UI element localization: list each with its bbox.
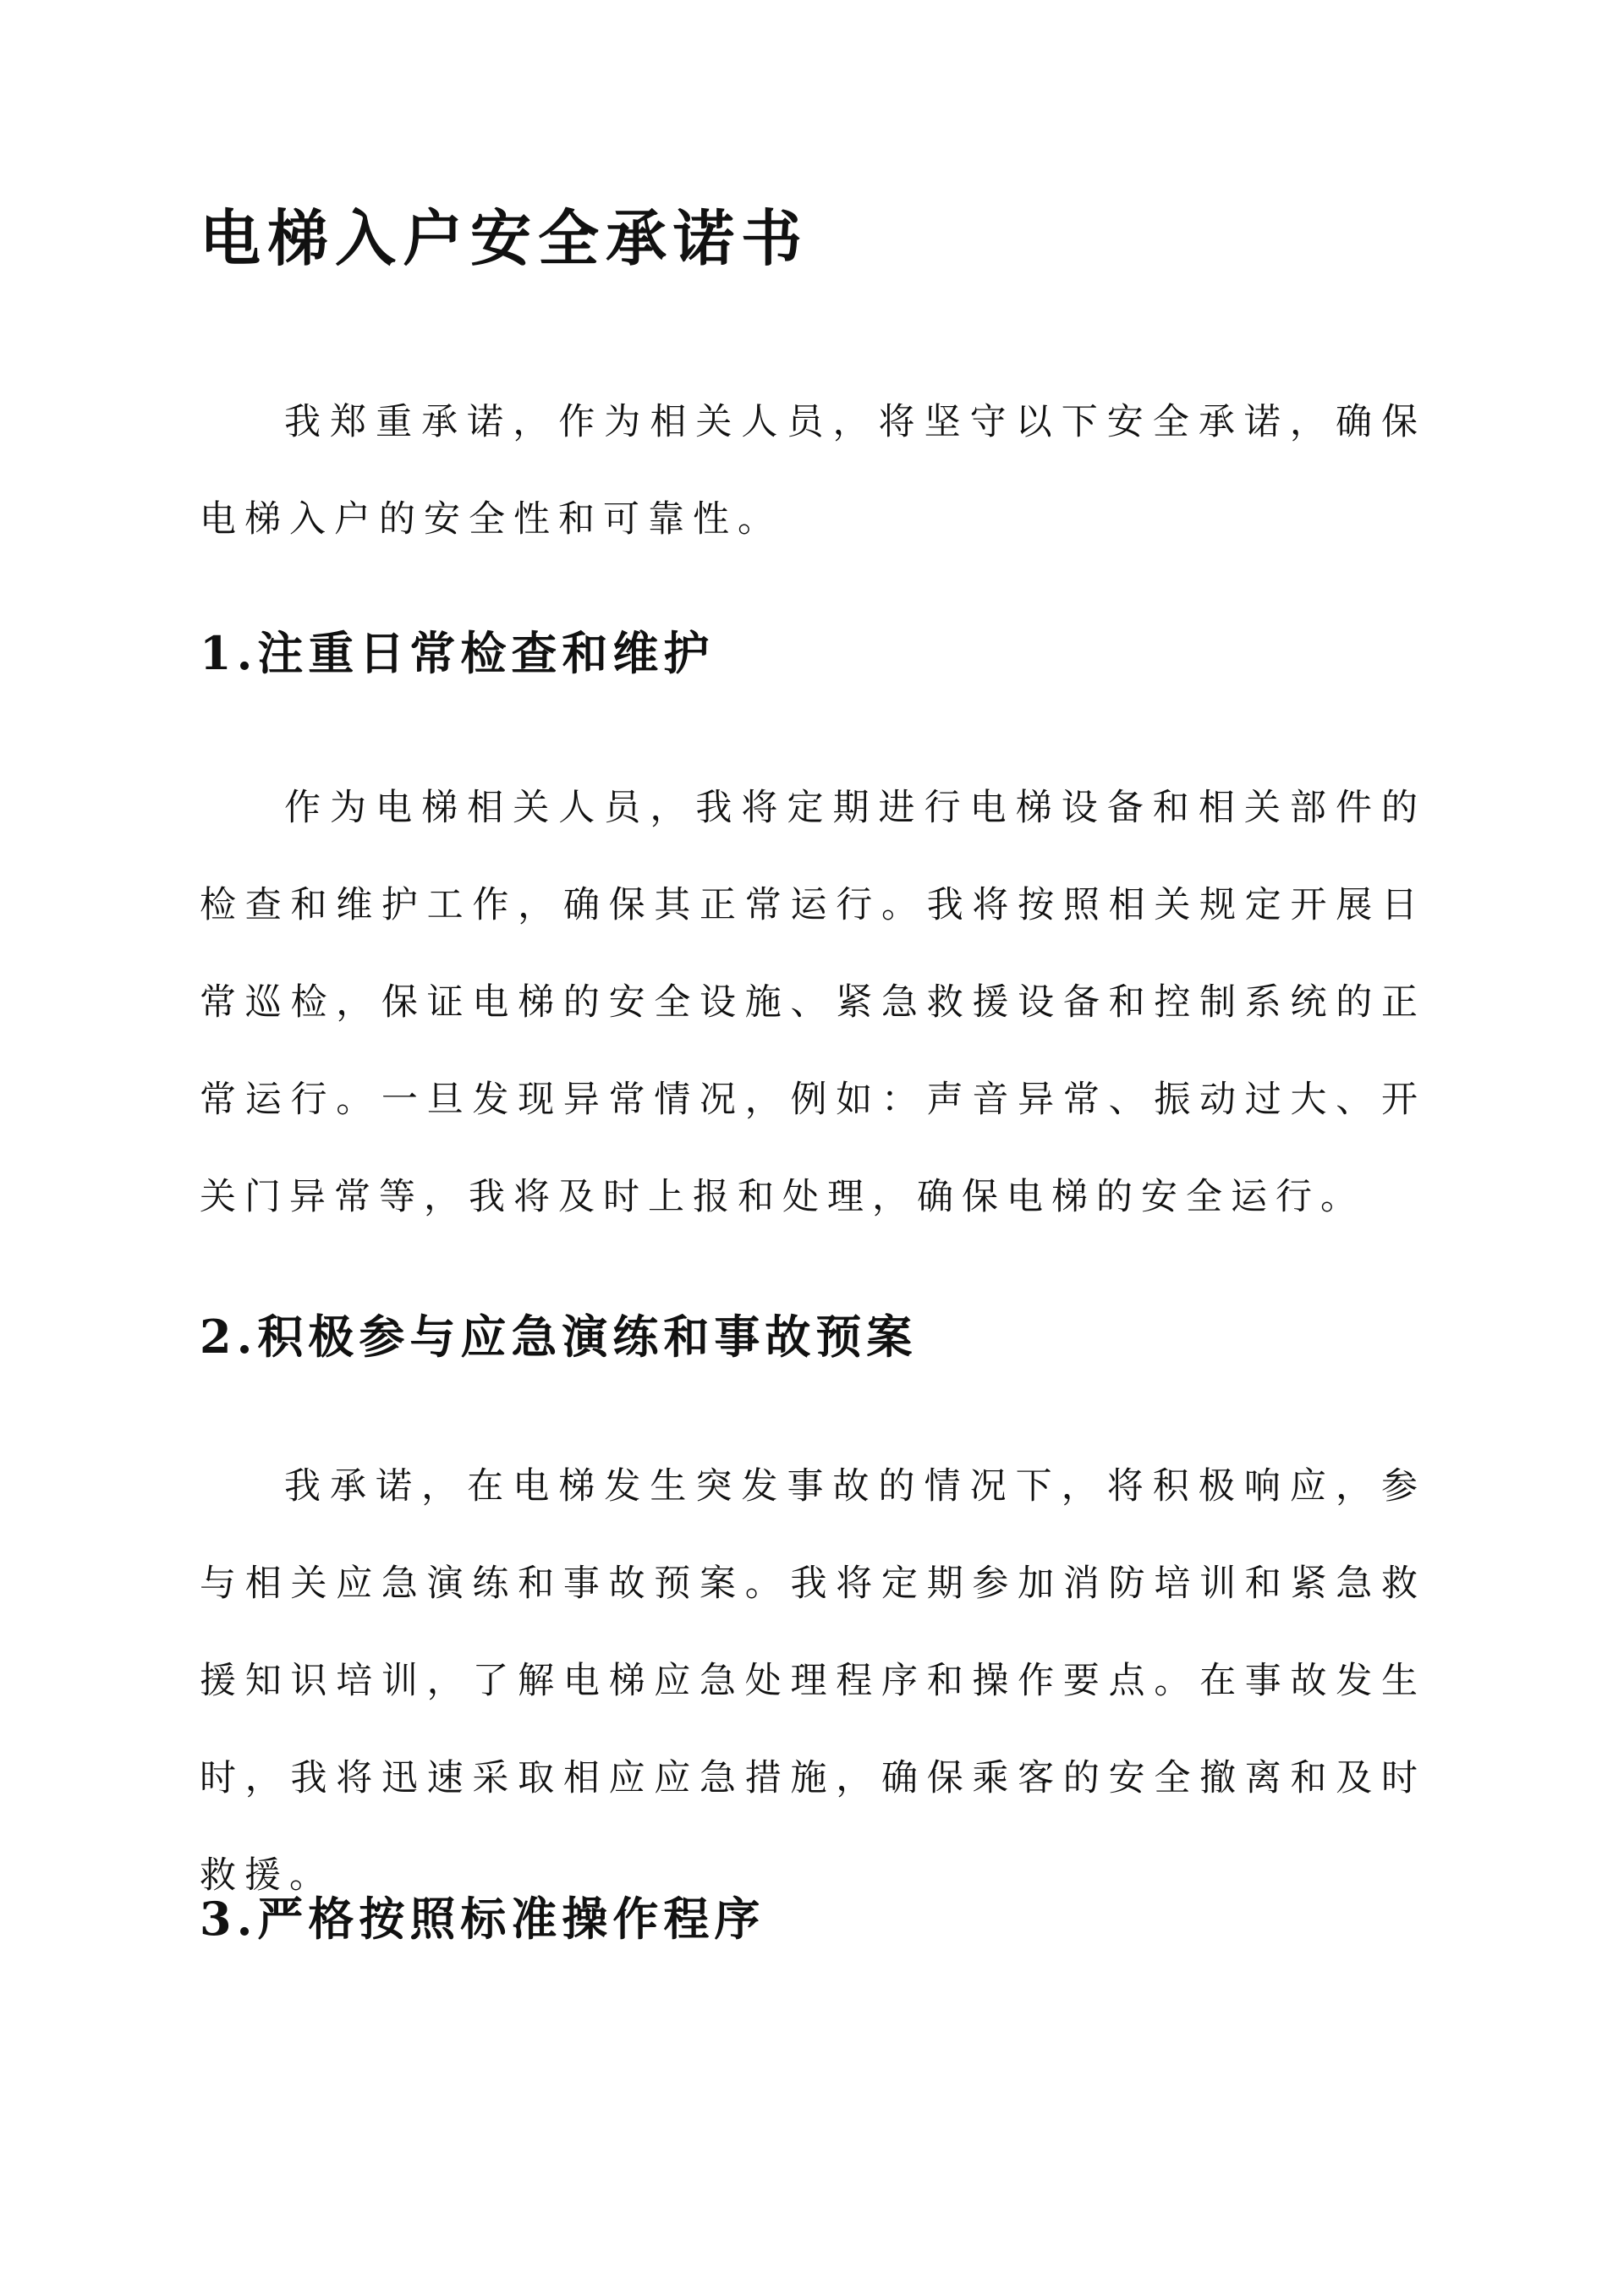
intro-paragraph: 我郑重承诺，作为相关人员，将坚守以下安全承诺，确保电梯入户的安全性和可靠性。 [200, 401, 1426, 541]
document-title: 电梯入户安全承诺书 [200, 202, 809, 274]
section-body-1: 作为电梯相关人员，我将定期进行电梯设备和相关部件的检查和维护工作，确保其正常运行。我将按照相关规定开展日常巡检，保证电梯的安全设施、紧急救援设备和控制系统的正常运行。一旦发现异常情况，例如：声音异常、振动过大、开关门异常等，我将及时上报和处理，确保电梯的安全运行。 [200, 787, 1426, 1218]
section-heading-3: 3.严格按照标准操作程序 [200, 1892, 765, 1946]
section-heading-1: 1.注重日常检查和维护 [200, 626, 715, 680]
section-heading-2: 2.积极参与应急演练和事故预案 [200, 1310, 918, 1364]
section-body-2: 我承诺，在电梯发生突发事故的情况下，将积极响应，参与相关应急演练和事故预案。我将定期参加消防培训和紧急救援知识培训，了解电梯应急处理程序和操作要点。在事故发生时，我将迅速采取相应应急措施，确保乘客的安全撤离和及时救援。 [200, 1465, 1426, 1897]
